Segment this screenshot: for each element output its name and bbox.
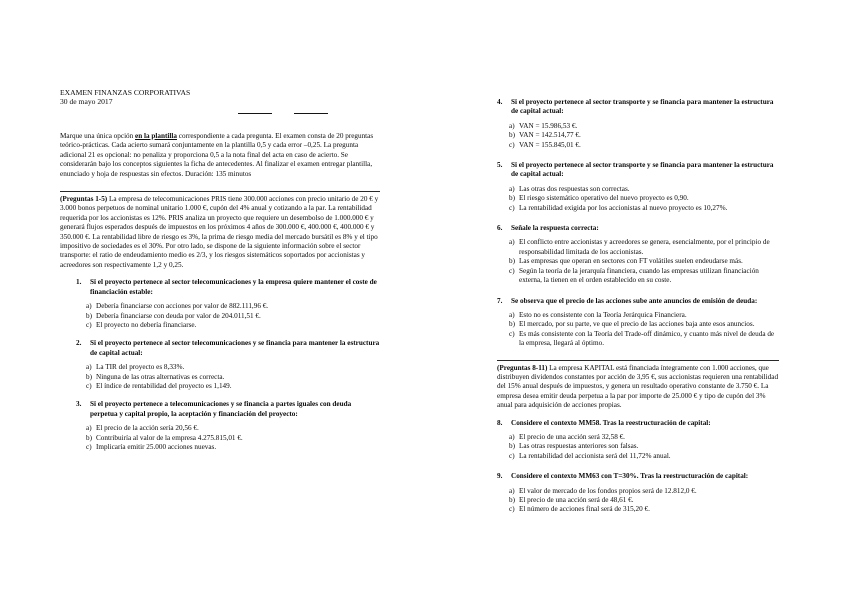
question-text: Si el proyecto pertenece al sector transporte y se financia para mantener la estructura de capital actual: (511, 98, 774, 116)
option-text: El precio de la acción sería 20,56 €. (96, 424, 199, 433)
option-letter: a) (509, 121, 515, 130)
question-stem (497, 98, 779, 117)
question-1 (60, 278, 380, 330)
option-list (509, 433, 779, 461)
option-text: Debería financiarse con deuda por valor de 204.011,51 €. (96, 311, 261, 320)
option-list (509, 311, 779, 349)
option-b (509, 320, 779, 329)
option-c (86, 443, 380, 452)
question-text: Considere el contexto MM58. Tras la reestructuración de capital: (511, 418, 711, 427)
option-text: La rentabilidad del accionista será del 11,72% anual. (519, 451, 671, 460)
question-stem (497, 224, 779, 233)
option-letter: a) (509, 486, 515, 495)
option-letter: b) (509, 257, 515, 266)
question-3 (60, 400, 380, 452)
option-letter: a) (86, 363, 92, 372)
option-letter: b) (509, 194, 515, 203)
left-column (60, 88, 380, 461)
question-8 (497, 419, 779, 462)
question-number: 8. (497, 418, 503, 427)
question-number: 3. (76, 400, 82, 409)
question-text: Si el proyecto pertenece a telecomunicaciones y se financia a partes iguales con deuda perpetua y capital propio, la aceptación y financiación del proyecto: (90, 400, 352, 418)
question-number: 5. (497, 161, 503, 170)
option-letter: a) (509, 184, 515, 193)
option-c (509, 452, 779, 461)
option-c (509, 204, 779, 213)
option-a (509, 238, 779, 257)
option-text: Debería financiarse con acciones por valor de 882.111,96 €. (96, 302, 269, 311)
question-stem (497, 472, 779, 481)
question-text: Si el proyecto pertenece al sector transporte y se financia para mantener la estructura de capital actual: (511, 161, 774, 179)
question-text: Señale la respuesta correcta: (511, 224, 599, 233)
option-letter: c) (509, 203, 515, 212)
option-letter: b) (509, 131, 515, 140)
case-text: La empresa de telecomunicaciones PRIS tiene 300.000 acciones con precio unitario de 20 € y 3.000 bonos perpetuos de nominal unitario 1.000 €, cupón del 4% anual y cotizando a la par. La rentabilidad requerida por los accionistas es 12%. PRIS analiza un proyecto que requiere un desembolso de 1.000.000 € y generará flujos esperados después de impuestos en los próximos 4 años de 300.000 €, 400.000 €, 400.000 € y 350.000 €. La rentabilidad libre de riesgo es 3%, la prima de riesgo media del mercado bursátil es 8% y el tipo impositivo de sociedades es el 30%. Por otro lado, se dispone de la siguiente información sobre el sector transporte: el ratio de endeudamiento medio es 2/3, y los riesgos sistemáticos soportados por accionistas y acreedores son respectivamente 1,2 y 0,25. (60, 195, 379, 269)
option-b (86, 373, 380, 382)
option-a (509, 311, 779, 320)
option-list (86, 302, 380, 330)
option-list (509, 238, 779, 285)
option-b (86, 312, 380, 321)
option-letter: c) (509, 505, 515, 514)
question-text: Si el proyecto pertenece al sector telecomunicaciones y se financia para mantener la estructura de capital actual: (90, 339, 380, 357)
option-letter: c) (86, 381, 92, 390)
question-stem (497, 297, 779, 306)
option-letter: c) (86, 442, 92, 451)
instructions-underlined: en la plantilla (135, 132, 177, 140)
question-4 (497, 98, 779, 150)
case-text: La empresa KAPITAL está financiada íntegramente con 1.000 acciones, que distribuyen dividendos constantes por acción de 3,95 €, sus accionistas requieren una rentabilidad del 15% anual después de impuestos, y genera un resultado operativo constante de 3.750 €. La empresa desea emitir deuda perpetua a la par por importe de 25.000 € y tipo de cupón del 3% anual para adquisición de acciones propias. (497, 363, 779, 410)
option-b (509, 131, 779, 140)
question-stem (497, 419, 779, 428)
option-letter: b) (509, 320, 515, 329)
option-list (509, 122, 779, 150)
option-b (86, 434, 380, 443)
option-text: Según la teoría de la jerarquía financiera, cuando las empresas utilizan financiación externa, la tienen en el orden establecido en su coste. (519, 266, 759, 285)
option-a (86, 302, 380, 311)
option-a (509, 433, 779, 442)
case-statement-1 (60, 191, 380, 270)
option-a (509, 185, 779, 194)
option-text: La rentabilidad exigida por los accionistas al nuevo proyecto es 10,27%. (519, 203, 728, 212)
option-list (509, 185, 779, 213)
option-b (509, 496, 779, 505)
option-c (509, 330, 779, 349)
option-letter: c) (509, 140, 515, 149)
option-a (509, 487, 779, 496)
question-number: 6. (497, 224, 503, 233)
option-letter: b) (86, 311, 92, 320)
option-text: El riesgo sistemático operativo del nuevo proyecto es 0,90. (519, 194, 689, 203)
question-stem (76, 278, 380, 297)
option-text: El valor de mercado de los fondos propios será de 12.812,0 €. (519, 486, 697, 495)
option-text: Esto no es consistente con la Teoría Jerárquica Financiera. (519, 310, 687, 319)
question-number: 4. (497, 98, 503, 106)
question-2 (60, 339, 380, 391)
option-letter: c) (509, 266, 515, 275)
case-statement-2 (497, 360, 779, 411)
option-c (509, 141, 779, 150)
option-text: Contribuiría al valor de la empresa 4.275.815,01 €. (96, 433, 243, 442)
instructions-post: correspondiente a cada pregunta. El examen consta de 20 preguntas teórico-prácticas. Cada acierto sumará conjuntamente en la plantilla 0,5 y cada error –0,25. La pregunta adicional 21 es opcional: no penaliza y proporciona 0,5 a la nota final del acta en caso de acierto. Se considerarán bajo los conceptos siguientes la ficha de antecedentes. Al finalizar el examen entregar plantilla, enunciado y hoja de respuestas sin efectos. Duración: 135 minutos (60, 132, 374, 178)
option-text: El índice de rentabilidad del proyecto es 1,149. (96, 381, 232, 390)
question-stem (76, 400, 380, 419)
question-number: 2. (76, 339, 82, 348)
option-a (86, 363, 380, 372)
exam-title: EXAMEN FINANZAS CORPORATIVAS (60, 88, 191, 97)
option-b (509, 257, 779, 266)
question-number: 7. (497, 296, 503, 305)
case-label: (Preguntas 1-5) (60, 195, 108, 204)
question-number: 1. (76, 278, 82, 287)
option-c (86, 382, 380, 391)
option-text: El mercado, por su parte, ve que el precio de las acciones baja ante esos anuncios. (519, 320, 755, 329)
question-text: Si el proyecto pertenece al sector telecomunicaciones y la empresa quiere mantener el coste de financiación estable: (90, 278, 377, 296)
question-7 (497, 297, 779, 349)
option-text: VAN = 142.514,77 €. (519, 131, 581, 140)
option-letter: a) (509, 238, 515, 247)
option-list (86, 424, 380, 452)
option-c (86, 321, 380, 330)
option-letter: c) (509, 451, 515, 460)
option-letter: a) (86, 424, 92, 433)
option-text: Es más consistente con la Teoría del Trade-off dinámico, y cuanto más nivel de deuda de la empresa, llegará al óptimo. (519, 329, 775, 348)
option-text: Las otras dos respuestas son correctas. (519, 184, 630, 193)
option-b (509, 442, 779, 451)
instructions-pre: Marque una única opción (60, 132, 136, 140)
right-column (497, 98, 779, 526)
option-c (509, 505, 779, 514)
question-text: Considere el contexto MM63 con T=30%. Tras la reestructuración de capital: (511, 472, 749, 481)
question-stem (497, 161, 779, 180)
question-9 (497, 472, 779, 515)
option-letter: b) (86, 372, 92, 381)
option-letter: b) (509, 442, 515, 451)
option-letter: a) (509, 432, 515, 441)
option-letter: c) (509, 329, 515, 338)
option-text: El precio de una acción será 32,58 €. (519, 432, 625, 441)
option-letter: b) (86, 433, 92, 442)
question-text: Se observa que el precio de las acciones sube ante anuncios de emisión de deuda: (511, 296, 758, 305)
case-label: (Preguntas 8-11) (497, 363, 548, 372)
option-text: VAN = 15.986,53 €. (519, 121, 578, 130)
option-letter: c) (86, 320, 92, 329)
option-a (509, 122, 779, 131)
option-letter: b) (509, 496, 515, 504)
option-text: Las otras respuestas anteriores son falsas. (519, 442, 639, 451)
option-letter: a) (509, 310, 515, 319)
question-stem (76, 339, 380, 358)
option-text: VAN = 155.845,01 €. (519, 140, 581, 149)
option-c (509, 267, 779, 286)
instructions (60, 132, 380, 179)
option-text: La TIR del proyecto es 8,33%. (96, 363, 185, 372)
option-list (509, 487, 779, 515)
option-text: El conflicto entre accionistas y acreedores se genera, esencialmente, por el principio de responsabilidad limitada de los accionistas. (519, 238, 770, 256)
option-b (509, 194, 779, 203)
option-text: Implicaría emitir 25.000 acciones nuevas. (96, 442, 217, 451)
option-text: Las empresas que operan en sectores con FT volátiles suelen endeudarse más. (519, 257, 743, 266)
question-6 (497, 224, 779, 285)
question-number: 9. (497, 472, 503, 481)
option-text: El precio de una acción será de 48,61 €. (519, 496, 634, 504)
option-list (86, 363, 380, 391)
option-text: Ninguna de las otras alternativas es correcta. (96, 372, 225, 381)
exam-date: 30 de mayo 2017 (60, 97, 113, 106)
option-letter: a) (86, 302, 92, 311)
option-a (86, 424, 380, 433)
question-5 (497, 161, 779, 213)
option-text: El número de acciones final será de 315,20 €. (519, 505, 650, 514)
option-text: El proyecto no debería financiarse. (96, 320, 197, 329)
